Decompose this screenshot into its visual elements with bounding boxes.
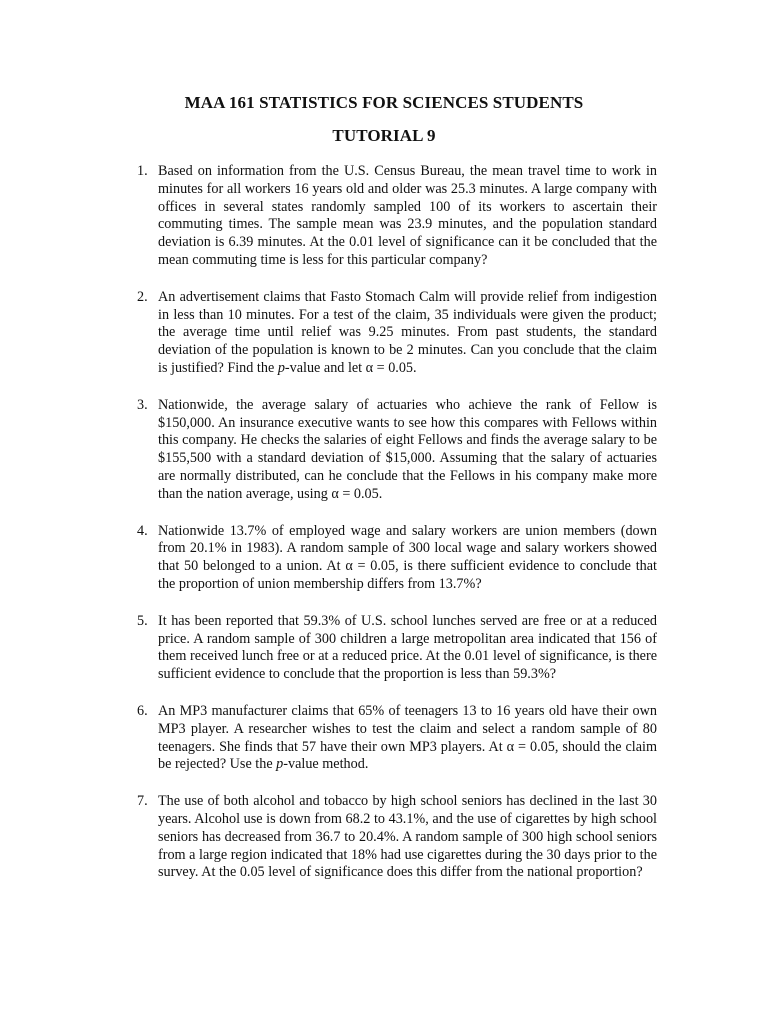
document-title: MAA 161 STATISTICS FOR SCIENCES STUDENTS — [184, 93, 584, 112]
question-text: Based on information from the U.S. Census Bureau, the mean travel time to work in minutes for all workers 16 years old and older was 25.3 minutes. A large company with offices in several states randomly sampled 100 of its workers to ascertain their commuting times. The sample mean was 23.9 minutes, and the population standard deviation is 6.39 minutes. At the 0.01 level of significance can it be concluded that the mean commuting time is less for this particular company? — [158, 163, 657, 268]
question-number: 5. — [137, 612, 148, 629]
question-number: 2. — [137, 288, 148, 305]
question-text: The use of both alcohol and tobacco by high school seniors has declined in the last 30 years. Alcohol use is down from 68.2 to 43.1%, and the use of cigarettes by high school seniors has decreased from 36.7 to 20.4%. A random sample of 300 high school seniors from a large region indicated that 18% had use cigarettes during the 30 days prior to the survey. At the 0.05 level of significance does this differ from the national proportion? — [158, 793, 657, 881]
question-item — [137, 523, 657, 594]
question-item — [137, 613, 657, 684]
question-number: 1. — [137, 163, 148, 179]
question-item — [137, 397, 657, 504]
question-text: An advertisement claims that Fasto Stomach Calm will provide relief from indigestion in less than 10 minutes. For a test of the claim, 35 individuals were given the product; the average time until relief was 9.25 minutes. From past students, the standard deviation of the population is known to be 2 minutes. Can you conclude that the claim is justified? Find the p-value and let α = 0.05. — [158, 288, 657, 376]
question-text: Nationwide, the average salary of actuaries who achieve the rank of Fellow is $150,000. An insurance executive wants to see how this compares with Fellows within this company. He checks the salaries of eight Fellows and finds the average salary to be $155,500 with a standard deviation of $15,000. Assuming that the salary of actuaries are normally distributed, can he conclude that the Fellows in his company make more than the nation average, using α = 0.05. — [158, 396, 657, 502]
question-text: It has been reported that 59.3% of U.S. school lunches served are free or at a reduced price. A random sample of 300 children a large metropolitan area indicated that 156 of them received lunch free or at a reduced price. At the 0.01 level of significance, is there sufficient evidence to conclude that the proportion is less than 59.3%? — [158, 612, 657, 683]
question-item — [137, 289, 657, 378]
question-text: Nationwide 13.7% of employed wage and salary workers are union members (down from 20.1% in 1983). A random sample of 300 local wage and salary workers showed that 50 belonged to a union. At α = 0.05, is there sufficient evidence to conclude that the proportion of union membership differs from 13.7%? — [158, 522, 657, 592]
question-item — [137, 703, 657, 774]
question-text: An MP3 manufacturer claims that 65% of teenagers 13 to 16 years old have their own MP3 player. A researcher wishes to test the claim and select a random sample of 80 teenagers. She finds that 57 have their own MP3 players. At α = 0.05, should the claim be rejected? Use the p-value method. — [158, 702, 657, 773]
question-number: 6. — [137, 702, 148, 719]
question-item — [137, 163, 657, 270]
question-number: 7. — [137, 793, 148, 810]
question-list — [137, 163, 657, 901]
question-item — [137, 793, 657, 882]
question-number: 4. — [137, 522, 148, 539]
document-subtitle: TUTORIAL 9 — [332, 126, 436, 145]
question-number: 3. — [137, 396, 148, 413]
